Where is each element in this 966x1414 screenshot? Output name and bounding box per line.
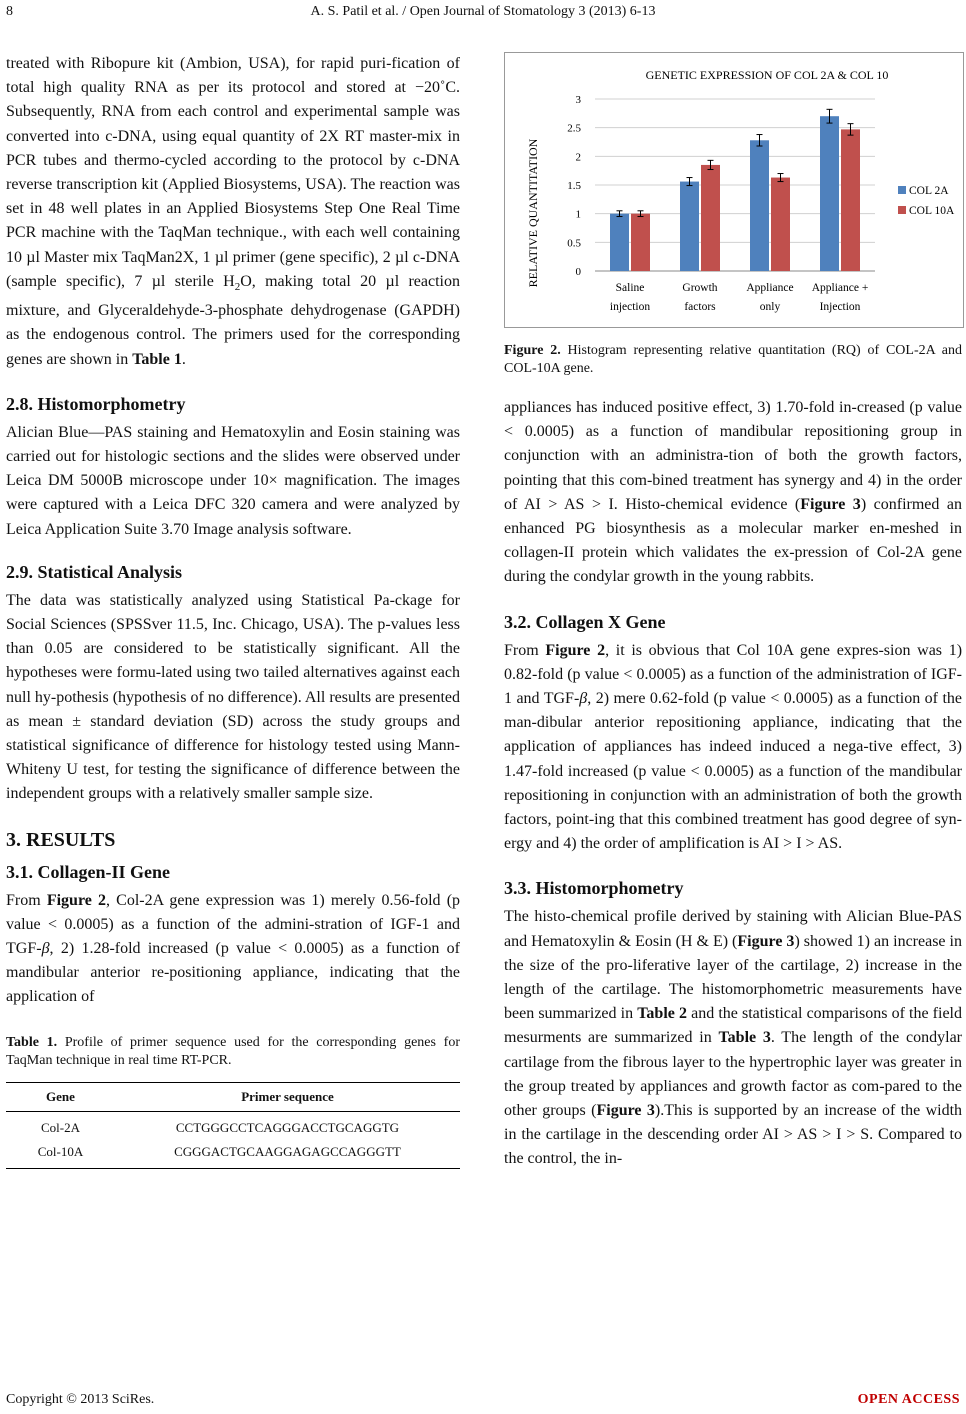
x-tick-label: Saline [615,282,645,294]
section-3-3-paragraph: The histo-chemical profile derived by staining with Alician Blue-PAS and Hematoxylin & Eosin (H & E) (Figure 3) showed 1) an increase in the size of the pro-liferative layer of the cartilage, 2) increase in the length of the cartilage. The histomorphometric measurements have been summarized in Table 2 and the statistical comparisons of the field mesurments are summarized in Table 3. The length of the condylar cartilage from the fibrous layer to the hypertrophic layer was greater in the group treated by appliances and growth factor as com-pared to the other groups (Figure 3).This is supported by an increase of the width in the cartilage in the descending order AI > AS > I > S. Compared to the control, the in- [504,908,963,1168]
bar-col-2a [750,140,769,271]
right-column [504,342,962,1172]
running-head: A. S. Patil et al. / Open Journal of Stomatology 3 (2013) 6-13 [310,4,656,19]
x-tick-label: only [759,301,781,313]
table-cell: Col-10A [37,1143,84,1159]
legend-swatch [898,206,906,214]
section-2-8-heading: 2.8. Histomorphometry [6,393,186,414]
table-cell: Col-2A [40,1119,80,1135]
table-header-gene: Gene [46,1088,75,1104]
figure-2-ref[interactable]: Figure 2 [545,641,606,659]
page-number: 8 [6,4,13,19]
legend-label: COL 2A [909,185,949,197]
table-1-ref[interactable]: Table 1 [132,350,182,368]
figure-2-caption: Figure 2. Histogram representing relative quantitation (RQ) of COL-2A and COL-10A gene. [504,343,962,376]
table-row [6,1111,460,1140]
chart-bars [610,109,860,271]
x-tick-label: Appliance [746,282,794,294]
primer-table [6,1082,460,1169]
intro-paragraph: treated with Ribopure kit (Ambion, USA), for rapid puri-fication of total high quality RNA as per its protocol and stored at −20˚C. Subsequently, RNA from each control and experimental sample was converted into c-DNA, using equal quantity of 2X RT master-mix in PCR tubes and thermo-cycled according to the protocol by c-DNA reverse transcription kit (Applied Biosystems, USA). The reaction was set in 48 well plates in an Applied Biosystems Step One Real Time PCR machine with the TaqMan technique., with each well containing 10 µl Master mix TaqMan2X, 1 µl primer (gene specific), 2 µl c-DNA (sample specific), 7 µl sterile $H_2O$, making total 20 µl reaction mixture, and Glyceraldehyde-3-phosphate dehydrogenase (GAPDH) as the endogenous control. The primers used for the corresponding genes are shown in Table 1. [6,55,460,368]
x-tick-label: factors [684,301,716,313]
figure-3-ref[interactable]: Figure 3 [800,495,861,513]
bar-col-2a [610,214,629,271]
y-tick-label: 0.5 [567,237,581,250]
figure-2 [504,52,964,328]
footer-copyright: Copyright © 2013 SciRes. [6,1392,155,1407]
chart-legend [898,185,955,217]
x-tick-label: Growth [682,282,718,294]
footer-open-access: OPEN ACCESS [857,1392,960,1407]
section-3-1-paragraph: From Figure 2, Col-2A gene expression was 1) merely 0.56-fold (p value < 0.0005) as a function of the admini-stration of IGF-1 and TGF-β, 2) 1.28-fold increased (p value < 0.0005) as a function of mandibular anterior re-positioning appliance, indicating that the application of [6,891,461,1006]
table-cell: CGGGACTGCAAGGAGAGCCAGGGTT [174,1143,401,1159]
chart-title: GENETIC EXPRESSION OF COL 2A & COL 10 [645,68,889,82]
bar-col-2a [820,116,839,271]
bar-col-10a [841,129,860,271]
section-3-3-heading: 3.3. Histomorphometry [504,878,684,899]
results-heading: 3. RESULTS [6,828,116,851]
y-tick-label: 0 [575,266,581,278]
legend-swatch [898,186,906,194]
section-2-8-paragraph: Alician Blue—PAS staining and Hematoxylin and Eosin staining was carried out for histologic sections and the slides were observed under Leica DM 5000B microscope under 10× magnification. The images were captured with a Leica DFC 320 camera and were analyzed by Leica Application Suite 3.70 Image analysis software. [6,423,460,538]
section-2-9-heading: 2.9. Statistical Analysis [6,561,183,582]
x-tick-label: Appliance + [811,282,869,294]
section-3-1-heading: 3.1. Collagen-II Gene [6,861,170,882]
bar-col-2a [680,182,699,271]
bar-col-10a [631,214,650,271]
section-3-2-paragraph: From Figure 2, it is obvious that Col 10A gene expres-sion was 1) 0.82-fold (p value < 0.0005) as a function of the administration of IGF-1 and TGF-β, 2) mere 0.62-fold (p value < 0.0005) as a function of the man-dibular anterior repositioning appliance, indicating that the application of appliances has indeed induced a nega-tive effect, 3) 1.47-fold increased (p value < 0.0005) as a function of the mandibular repositioning in conjunction with an administration of both the growth factors, point-ing that this combined treatment has good degree of syn-ergy and 4) the order of amplification is AI > I > AS. [504,641,963,853]
y-tick-label: 1 [575,208,581,221]
table-header-primer: Primer sequence [241,1088,334,1104]
figure-3-ref[interactable]: Figure 3 [737,932,795,950]
section-3-2-heading: 3.2. Collagen X Gene [504,611,666,632]
legend-label: COL 10A [909,205,955,217]
x-tick-label: Injection [819,301,861,313]
chart-y-axis-label: RELATIVE QUANTITATION [526,138,540,288]
chart-x-ticks [610,282,868,313]
chart-y-ticks [567,94,581,278]
bar-col-10a [771,178,790,271]
section-3-1-continued-paragraph: appliances has induced positive effect, 3) 1.70-fold in-creased (p value < 0.0005) as a function of mandibular repositioning group in conjunction with an administra-tion of both the growth factors, pointing that this com-bined treatment has synergy and 4) in the order of AI > AS > I. Histo-chemical evidence (Figure 3) confirmed an enhanced PG biosynthesis as a molecular marker en-meshed in collagen-II protein which validates the ex-pression of Col-2A gene during the condylar growth in the young rabbits. [504,399,963,586]
table-1-caption: Table 1. Profile of primer sequence used for the corresponding genes for TaqMan technique in real time RT-PCR. [6,1034,460,1068]
figure-3-ref[interactable]: Figure 3 [596,1102,655,1120]
y-tick-label: 1.5 [567,180,581,192]
section-2-9-paragraph: The data was statistically analyzed using Statistical Pa-ckage for Social Sciences (SPSSver 11.5, Inc. Chicago, USA). The p-values less than 0.05 are considered to be statistically significant. All the hypotheses were formu-lated using two tailed alternatives against each null hy-pothesis (hypothesis of no difference). All results are presented as mean ± standard deviation (SD) across the study groups and statistical significance of difference for histology tested using Mann-Whiteny U test, for testing the significance of difference between the independent groups with a relatively smaller sample size. [6,591,460,803]
table-2-ref[interactable]: Table 2 [637,1005,687,1023]
bar-col-10a [701,165,720,271]
table-3-ref[interactable]: Table 3 [718,1029,771,1047]
y-tick-label: 2 [575,151,581,164]
table-cell: CCTGGGCCTCAGGGACCTGCAGGTG [175,1119,400,1135]
bar-chart [505,53,963,327]
x-tick-label: injection [609,301,651,313]
figure-2-ref[interactable]: Figure 2 [46,891,107,909]
y-tick-label: 2.5 [567,122,581,135]
y-tick-label: 3 [575,94,581,106]
left-column [6,52,460,1169]
table-row [6,1140,460,1169]
